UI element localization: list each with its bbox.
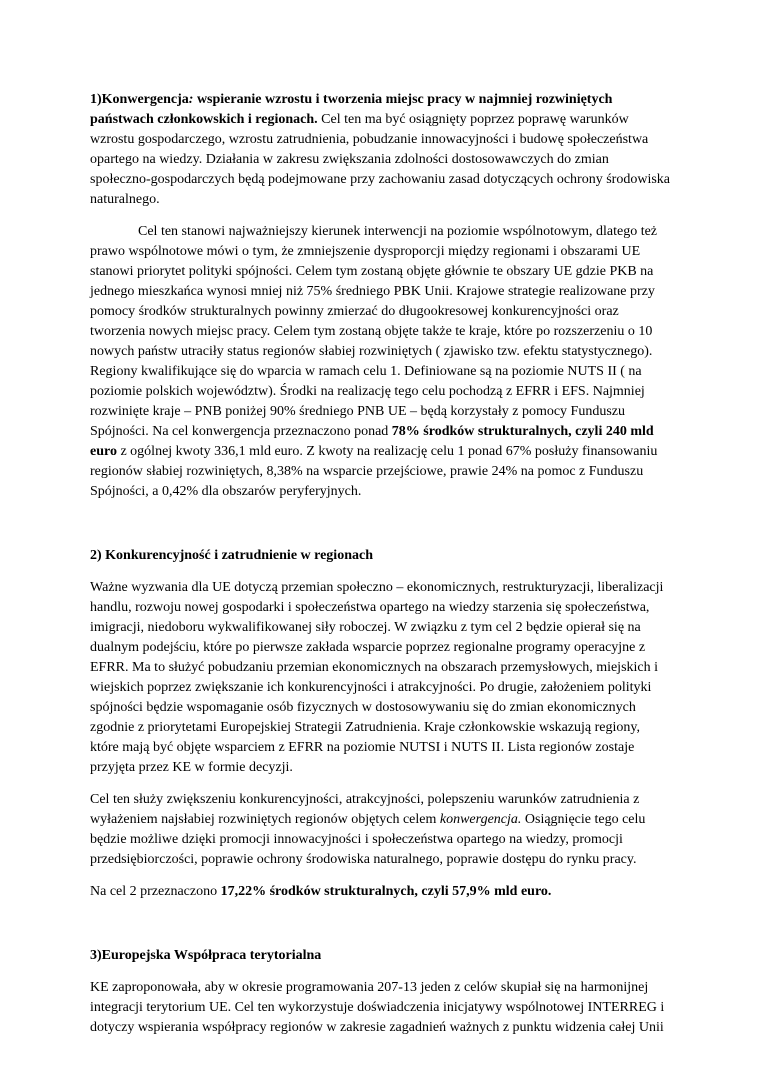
section2-heading-paragraph xyxy=(90,546,672,566)
section1-p2-bold: 78% środków strukturalnych, czyli 240 mld euro xyxy=(90,424,654,459)
section1-paragraph-2 xyxy=(90,222,672,502)
section1-heading-colon: : xyxy=(188,92,194,107)
section2-paragraph-1: Ważne wyzwania dla UE dotyczą przemian społeczno – ekonomicznych, restrukturyzacji, liberalizacji handlu, rozwoju nowej gospodarki i społeczeństwa opartego na wiedzy starzenia się społeczeństwa, imigracji, niedoboru wykwalifikowanej siły roboczej. W związku z tym cel 2 będzie opierał się na dualnym podejściu, które po pierwsze zakłada wsparcie poprzez regionalne programy operacyjne z EFRR. Ma to służyć pobudzaniu przemian ekonomicznych na obszarach przemysłowych, miejskich i wiejskich poprzez zwiększanie ich konkurencyjności i atrakcyjności. Po drugie, założeniem polityki spójności będzie wspomaganie osób fizycznych w dostosowywaniu się do zmian ekonomicznych zgodnie z priorytetami Europejskiej Strategii Zatrudnienia. Kraje członkowskie wskazują regiony, które mają być objęte wsparciem z EFRR na poziomie NUTSI i NUTS II. Lista regionów zostaje przyjęta przez KE w formie decyzji. xyxy=(90,580,664,775)
section3-paragraph-1: KE zaproponowała, aby w okresie programowania 207-13 jeden z celów skupiał się na harmonijnej integracji terytorium UE. Cel ten wykorzystuje doświadczenia inicjatywy wspólnotowej INTERREG i dotyczy wspierania współpracy regionów w zakresie zagadnień ważnych z punktu widzenia całej Unii xyxy=(90,980,665,1035)
section2-paragraph-2 xyxy=(90,790,672,870)
section2-p2-text-a: Cel ten służy zwiększeniu konkurencyjności, atrakcyjności, polepszeniu warunków zatrudnienia z wyłażeniem najsłabiej rozwiniętych regionów objętych celem xyxy=(90,792,640,827)
section2-p3-text: Na cel 2 przeznaczono xyxy=(90,884,221,899)
section2-paragraph-3 xyxy=(90,882,672,902)
section1-intro-text: Cel ten ma być osiągnięty poprzez poprawę warunków wzrostu gospodarczego, wzrostu zatrudnienia, pobudzanie innowacyjności i budowę społeczeństwa opartego na wiedzy. Działania w zakresu zwiększania zdolności dostosowawczych do zmian społeczno-gospodarczych będą podejmowane przy zachowaniu zasad dotyczących ochrony środowiska naturalnego. xyxy=(90,112,670,207)
section1-paragraph-1 xyxy=(90,90,672,210)
section1-p2-text-a: Cel ten stanowi najważniejszy kierunek interwencji na poziomie wspólnotowym, dlatego też prawo wspólnotowe mówi o tym, że zmniejszenie dysproporcji między regionami i obszarami UE stanowi priorytet polityki spójności. Celem tym zostaną objęte głównie te obszary UE gdzie PKB na jednego mieszkańca wynosi mniej niż 75% średniego PBK Unii. Krajowe strategie realizowane przy pomocy środków strukturalnych powinny zmierzać do długookresowej konkurencyjności oraz tworzenia nowych miejsc pracy. Celem tym zostaną objęte także te kraje, które po rozszerzeniu o 10 nowych państw utraciły status regionów słabiej rozwiniętych ( zjawisko tzw. efektu statystycznego). Regiony kwalifikujące się do wparcia w ramach celu 1. Definiowane są na poziomie NUTS II ( na poziomie polskich województw). Środki na realizację tego celu pochodzą z EFRR i EFS. Najmniej rozwinięte kraje – PNB poniżej 90% średniego PNB UE – będą korzystały z pomocy Funduszu Spójności. Na cel konwergencja przeznaczono ponad xyxy=(90,224,658,439)
section3-heading: 3)Europejska Współpraca terytorialna xyxy=(90,948,322,963)
section2-p2-text-b: Osiągnięcie tego celu będzie możliwe dzięki promocji innowacyjności i społeczeństwa opartego na wiedzy, promocji przedsiębiorczości, poprawie ochrony środowiska naturalnego, poprawie dostępu do rynku pracy. xyxy=(90,812,646,867)
section2-heading: 2) Konkurencyjność i zatrudnienie w regionach xyxy=(90,548,373,563)
section2-p3-bold: 17,22% środków strukturalnych, czyli 57,9% mld euro. xyxy=(220,884,552,899)
section1-heading-text: wspieranie wzrostu i tworzenia miejsc pracy w najmniej rozwiniętych państwach członkowskich i regionach. xyxy=(90,92,613,127)
section1-p2-text-b: z ogólnej kwoty 336,1 mld euro. Z kwoty na realizację celu 1 ponad 67% posłuży finansowaniu regionów słabiej rozwiniętych, 8,38% na wsparcie przejściowe, prawie 24% na pomoc z Funduszu Spójności, a 0,42% dla obszarów peryferyjnych. xyxy=(90,444,658,499)
section1-heading-number: 1)Konwergencja xyxy=(90,92,189,107)
section3-heading-paragraph xyxy=(90,946,672,966)
section2-p2-italic: konwergencja. xyxy=(439,812,522,827)
